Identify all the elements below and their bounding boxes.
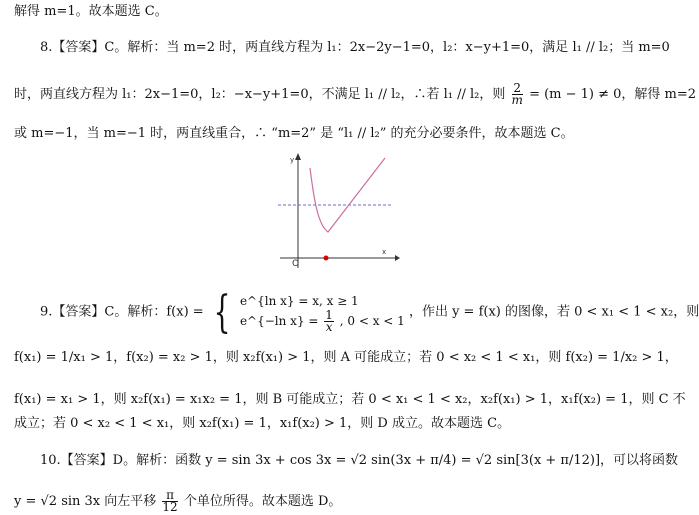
shift-numerator: π bbox=[162, 490, 177, 502]
ratio-denominator: m bbox=[511, 93, 523, 107]
answer-10-line-2-pre: y = √2 sin 3x 向左平移 bbox=[14, 494, 157, 509]
answer-8-line-2a: 时，两直线方程为 l₁：2x−1=0，l₂：−x−y+1=0，不满足 l₁ // l₂，∴若 l₁ // l₂，则 bbox=[14, 87, 506, 102]
answer-8-line-3: 或 m=−1，当 m=−1 时，两直线重合，∴ “m=2” 是 “l₁ // l₂” 的充分必要条件，故本题选 C。 bbox=[14, 126, 574, 141]
piece-2-fraction bbox=[324, 310, 334, 333]
answer-9-line-1: f(x₁) = 1/x₁ > 1，f(x₂) = x₂ > 1，则 x₂f(x₁) > 1，则 A 可能成立；若 0 < x₂ < 1 < x₁，则 f(x₂) = 1/x₂ > 1， bbox=[14, 350, 678, 365]
piece-1: e^{ln x} = x, x ≥ 1 bbox=[239, 294, 359, 308]
piecewise-brace: { bbox=[213, 286, 231, 338]
origin-label: O bbox=[292, 259, 300, 269]
x-axis-label: x bbox=[382, 248, 387, 256]
answer-9-prefix: 9.【答案】C。解析：f(x) = bbox=[40, 304, 204, 320]
function-graph bbox=[270, 150, 400, 270]
answer-9-line-3: 成立；若 0 < x₂ < 1 < x₁，则 x₂f(x₁) = 1，x₁f(x₂) > 1，则 D 成立。故本题选 C。 bbox=[14, 416, 511, 431]
answer-8-line-1: 8.【答案】C。解析：当 m=2 时，两直线方程为 l₁：2x−2y−1=0，l₂：x−y+1=0，满足 l₁ // l₂；当 m=0 bbox=[40, 40, 670, 55]
shift-fraction bbox=[162, 490, 177, 513]
answer-9-head bbox=[40, 286, 699, 338]
answer-10-line-2-post: 个单位所得。故本题选 D。 bbox=[183, 494, 342, 509]
answer-7-tail: 解得 m=1。故本题选 C。 bbox=[14, 4, 168, 19]
ratio-fraction bbox=[512, 83, 523, 106]
piece-2-numerator: 1 bbox=[325, 308, 333, 322]
shift-denominator: 12 bbox=[162, 500, 178, 514]
answer-9-line-2: f(x₁) = x₁ > 1，则 x₂f(x₁) = x₁x₂ = 1，则 B 可能成立；若 0 < x₁ < 1 < x₂，x₂f(x₁) > 1，x₁f(x₂) = 1，则 C 不 bbox=[14, 392, 686, 407]
piecewise-cases bbox=[240, 292, 405, 333]
answer-10-line-1: 10.【答案】D。解析：函数 y = sin 3x + cos 3x = √2 sin(3x + π/4) = √2 sin[3(x + π/12)]，可以将函数 bbox=[40, 453, 679, 468]
answer-8-line-2 bbox=[14, 81, 697, 107]
piece-2-pre: e^{−ln x} = bbox=[239, 314, 319, 328]
point-x1 bbox=[324, 256, 329, 261]
piece-2-post: , 0 < x < 1 bbox=[339, 314, 405, 328]
piece-2-denominator: x bbox=[325, 320, 333, 334]
answer-10-line-2 bbox=[14, 490, 643, 513]
piece-2 bbox=[240, 310, 405, 333]
answer-8-line-2b: = (m − 1) ≠ 0，解得 m=2 bbox=[529, 87, 697, 102]
ratio-numerator: 2 bbox=[513, 81, 522, 95]
y-axis-label: y bbox=[290, 156, 295, 164]
answer-9-tail: ，作出 y = f(x) 的图像，若 0 < x₁ < 1 < x₂，则 bbox=[408, 304, 699, 320]
